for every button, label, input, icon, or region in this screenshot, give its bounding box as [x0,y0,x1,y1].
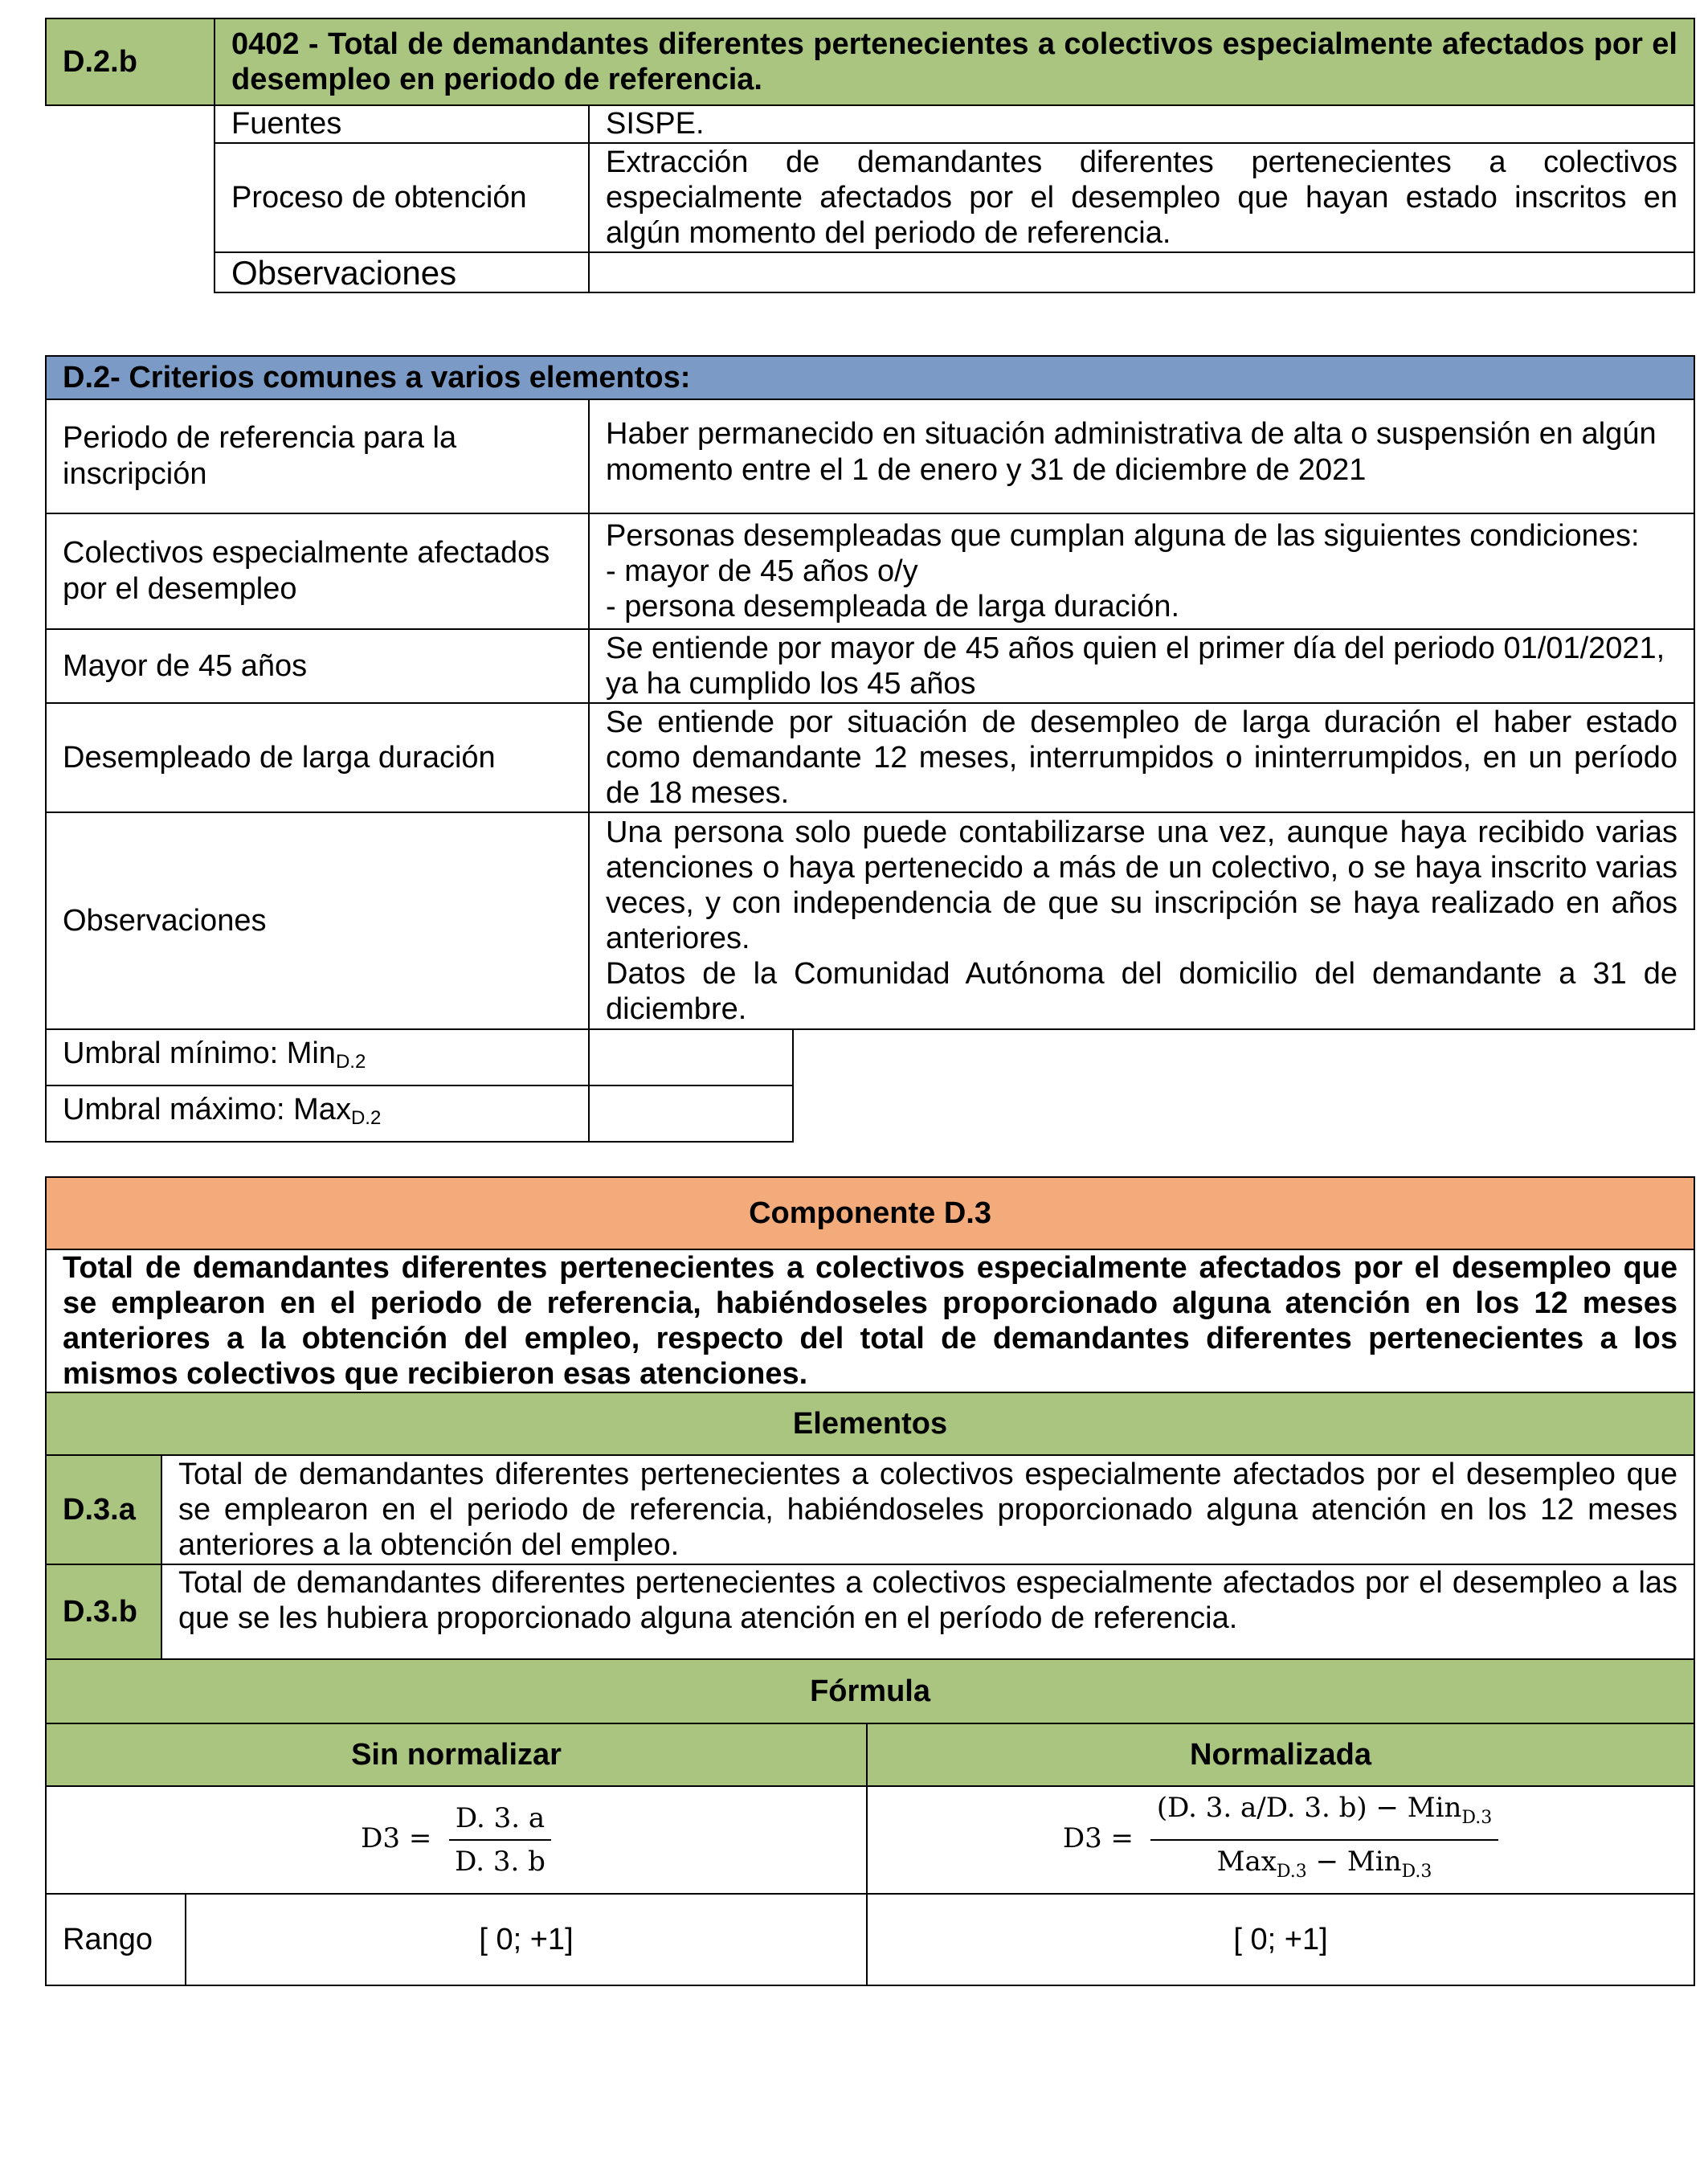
d3a-code: D.3.a [46,1455,161,1564]
d2-mayor45-label: Mayor de 45 años [46,629,589,703]
d3-rango-sin-normalizar: [ 0; +1] [186,1894,867,1985]
d2-larga-duracion-label: Desempleado de larga duración [46,703,589,812]
formula-lhs: D3 = [361,1822,432,1854]
d2-criterios-table [45,355,1695,1143]
d2-colectivos-line: - mayor de 45 años o/y [606,554,918,588]
d3-rango-label: Rango [46,1894,186,1985]
d3-rango-normalizada: [ 0; +1] [867,1894,1694,1985]
d3-elementos-header: Elementos [46,1392,1694,1455]
d2-colectivos-label: Colectivos especialmente afectados por el desempleo [46,513,589,629]
d2-observaciones-label: Observaciones [46,812,589,1029]
d2b-observaciones-label: Observaciones [215,252,589,292]
d3b-code: D.3.b [46,1564,161,1659]
d2-umbral-minimo-value [589,1029,793,1085]
d2b-fuentes-value: SISPE. [589,105,1694,143]
d2-umbral-maximo-label: Umbral máximo: Max$_{D.2}$ [46,1085,589,1142]
d2-colectivos-line: - persona desempleada de larga duración. [606,590,1180,623]
d2-header: D.2- Criterios comunes a varios elementos: [46,356,1694,399]
d2-observaciones-paragraph: Una persona solo puede contabilizarse una vez, aunque haya recibido varias atenciones o haya pertenecido a más de un colectivo, o se haya inscrito varias veces, y con independencia de que su inscripción se haya realizado en años anteriores. [606,816,1678,955]
d2-umbral-maximo-value [589,1085,793,1142]
d3-description: Total de demandantes diferentes pertenecientes a colectivos especialmente afectados por el desempleo que se emplearon en el periodo de referencia, habiéndoseles proporcionado alguna atención en los 12 meses anteriores a la obtención del empleo, respecto del total de demandantes diferentes pertenecientes a los mismos colectivos que recibieron esas atenciones. [46,1249,1694,1392]
d3-col-sin-normalizar: Sin normalizar [46,1723,867,1786]
d2b-table [45,18,1695,293]
d2-umbral-minimo-label: Umbral mínimo: Min$_{D.2}$ [46,1029,589,1085]
formula-fraction [448,1801,552,1879]
d2b-proceso-value: Extracción de demandantes diferentes pertenecientes a colectivos especialmente afectados por el desempleo que hayan estado inscritos en algún momento del periodo de referencia. [589,143,1694,252]
d2-mayor45-value: Se entiende por mayor de 45 años quien el primer día del periodo 01/01/2021, ya ha cumplido los 45 años [589,629,1694,703]
d3-header: Componente D.3 [46,1177,1694,1249]
formula-denominator: D. 3. b [455,1846,545,1878]
d2b-observaciones-value [589,252,1694,292]
formula-denominator: Max$_{D.3}$ − Min$_{D.3}$ [1216,1846,1432,1882]
d2-observaciones-value [589,812,1694,1029]
d2b-proceso-label: Proceso de obtención [215,143,589,252]
d3-formula-normalizada [867,1786,1694,1894]
formula-fraction [1150,1790,1498,1890]
formula-numerator: D. 3. a [449,1801,551,1841]
d2-periodo-value: Haber permanecido en situación administrativa de alta o suspensión en algún momento entre el 1 de enero y 31 de diciembre de 2021 [589,399,1694,513]
d2-colectivos-value [589,513,1694,629]
formula-lhs: D3 = [1062,1822,1134,1854]
d3-componente-table [45,1176,1695,1986]
d3-formula-header: Fórmula [46,1659,1694,1723]
d2-larga-duracion-value: Se entiende por situación de desempleo de larga duración el haber estado como demandante 12 meses, interrumpidos o ininterrumpidos, en un período de 18 meses. [589,703,1694,812]
formula-numerator: (D. 3. a/D. 3. b) − Min$_{D.3}$ [1150,1790,1498,1841]
d2b-title: 0402 - Total de demandantes diferentes pertenecientes a colectivos especialmente afectados por el desempleo en periodo de referencia. [215,18,1694,105]
d3b-text: Total de demandantes diferentes pertenecientes a colectivos especialmente afectados por el desempleo a las que se les hubiera proporcionado alguna atención en el período de referencia. [161,1564,1694,1659]
d3-formula-sin-normalizar [46,1786,867,1894]
d3a-text: Total de demandantes diferentes pertenecientes a colectivos especialmente afectados por el desempleo que se emplearon en el periodo de referencia, habiéndoseles proporcionado alguna atención en los 12 meses anteriores a la obtención del empleo. [161,1455,1694,1564]
d2b-fuentes-label: Fuentes [215,105,589,143]
d2-periodo-label: Periodo de referencia para la inscripción [46,399,589,513]
d2b-code: D.2.b [46,18,215,105]
d2-observaciones-paragraph: Datos de la Comunidad Autónoma del domicilio del demandante a 31 de diciembre. [606,957,1678,1026]
d3-col-normalizada: Normalizada [867,1723,1694,1786]
d2-colectivos-line: Personas desempleadas que cumplan alguna de las siguientes condiciones: [606,519,1640,553]
